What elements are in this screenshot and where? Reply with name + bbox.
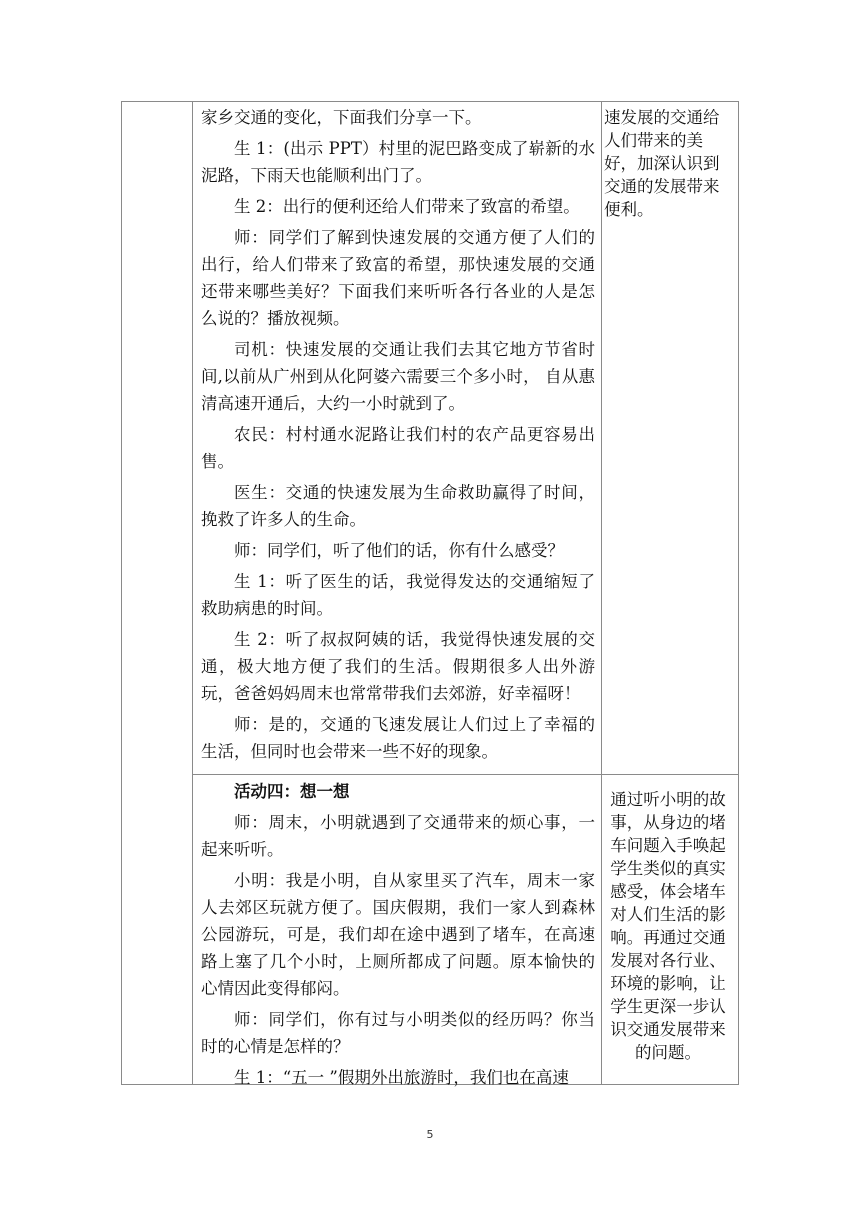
paragraph: 师：同学们了解到快速发展的交通方便了人们的出行，给人们带来了致富的希望，那快速发展的交通还带来哪些美好？下面我们来听听各行各业的人是怎么说的？播放视频。 [201, 228, 595, 328]
paragraph: 农民：村村通水泥路让我们村的农产品更容易出售。 [201, 425, 595, 471]
paragraph: 医生：交通的快速发展为生命救助赢得了时间，挽救了许多人的生命。 [201, 483, 595, 529]
paragraph: 小明：我是小明，自从家里买了汽车，周末一家人去郊区玩就方便了。国庆假期，我们一家人到森林公园游玩，可是，我们却在途中遇到了堵车，在高速路上塞了几个小时，上厕所都成了问题。原本愉快的心情因此变得郁闷。 [201, 871, 595, 998]
intent-cell-1 [604, 106, 732, 221]
intent-note: 速发展的交通给人们带来的美好，加深认识到交通的发展带来便利。 [604, 108, 720, 219]
paragraph: 生 2：听了叔叔阿姨的话，我觉得快速发展的交通，极大地方便了我们的生活。假期很多人出外游玩，爸爸妈妈周末也常常带我们去郊游，好幸福呀！ [201, 630, 595, 703]
paragraph: 师：同学们，听了他们的话，你有什么感受？ [234, 541, 564, 560]
activity-heading: 活动四：想一想 [234, 782, 350, 801]
paragraph: 师：是的，交通的飞速发展让人们过上了幸福的生活，但同时也会带来一些不好的现象。 [201, 715, 595, 761]
process-cell-2 [201, 778, 595, 1095]
paragraph: 生 1：“五一 ”假期外出旅游时，我们也在高速 [234, 1068, 569, 1087]
paragraph: 家乡交通的变化，下面我们分享一下。 [201, 108, 482, 127]
intent-note: 通过听小明的故事，从身边的堵车问题入手唤起学生类似的真实感受，体会堵车对人们生活的影响。再通过交通发展对各行业、环境的影响，让学生更深一步认识交通发展带来的问题。 [610, 790, 726, 1062]
paragraph: 生 1：听了医生的话，我觉得发达的交通缩短了救助病患的时间。 [201, 572, 595, 618]
process-cell-1 [201, 104, 595, 769]
paragraph: 师：同学们，你有过与小明类似的经历吗？你当时的心情是怎样的？ [201, 1010, 595, 1056]
paragraph: 生 1：(出示 PPT）村里的泥巴路变成了崭新的水泥路，下雨天也能顺利出门了。 [201, 139, 595, 185]
paragraph: 生 2：出行的便利还给人们带来了致富的希望。 [234, 197, 580, 216]
paragraph: 司机：快速发展的交通让我们去其它地方节省时间,以前从广州到从化阿婆六需要三个多小时， 自从惠清高速开通后，大约一小时就到了。 [201, 340, 595, 413]
page-number: 5 [426, 1128, 434, 1141]
intent-cell-2 [604, 788, 732, 1064]
paragraph: 师：周末，小明就遇到了交通带来的烦心事，一起来听听。 [201, 813, 595, 859]
